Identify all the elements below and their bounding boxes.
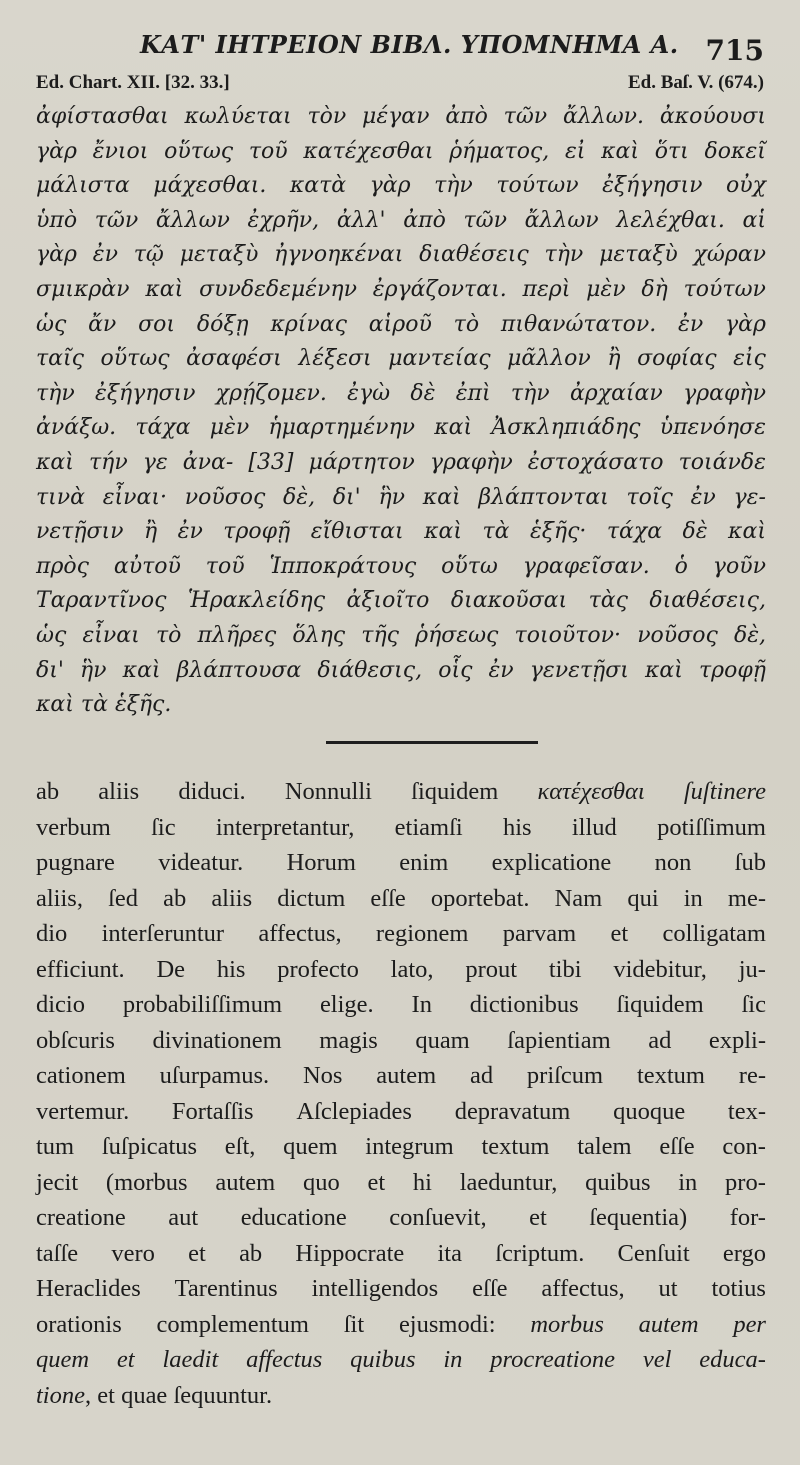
greek-text-line: καὶ τήν γε ἀνα- [33] μάρτητον γραφὴν ἐστοχάσατο τοιάνδε — [36, 449, 766, 475]
latin-text-line: tione, et quae ſequuntur. — [36, 1381, 273, 1409]
greek-text-line: ὡς εἶναι τὸ πλῆρες ὅλης τῆς ῥήσεως τοιοῦτον· νοῦσος δὲ, — [36, 622, 766, 648]
latin-text-line: aliis, ſed ab aliis dictum eſſe oportebat. Nam qui in me- — [36, 884, 766, 912]
latin-text-line: quem et laedit affectus quibus in procreatione vel educa- — [36, 1346, 766, 1373]
greek-text-line: ἀνάξω. τάχα μὲν ἡμαρτημένην καὶ Ἀσκληπιάδης ὑπενόησε — [36, 415, 766, 441]
running-title: ΚΑΤ' ΙΗΤΡΕΙΟΝ ΒΙΒΛ. ΥΠΟΜΝΗΜΑ Α. — [140, 30, 679, 59]
greek-text-line: Ταραντῖνος Ἡρακλείδης ἀξιοῖτο διακοῦσαι τὰς διαθέσεις, — [36, 588, 766, 614]
greek-text-line: νετῇσιν ἢ ἐν τροφῇ εἴθισται καὶ τὰ ἑξῆς· τάχα δὲ καὶ — [36, 519, 766, 545]
greek-text-line: δι' ἣν καὶ βλάπτουσα διάθεσις, οἷς ἐν γενετῇσι καὶ τροφῇ — [36, 657, 766, 683]
greek-text-line: γὰρ ἔνιοι οὕτως τοῦ κατέχεσθαι ῥήματος, εἰ καὶ ὅτι δοκεῖ — [36, 138, 766, 164]
greek-text-line: τινὰ εἶναι· νοῦσος δὲ, δι' ἣν καὶ βλάπτονται τοῖς ἐν γε- — [36, 484, 766, 510]
greek-text-block — [36, 100, 766, 723]
latin-text-line: orationis complementum ſit ejusmodi: morbus autem per — [36, 1310, 766, 1338]
greek-text-line: καὶ τὰ ἑξῆς. — [36, 692, 172, 718]
latin-text-line: taſſe vero et ab Hippocrate ita ſcriptum. Cenſuit ergo — [36, 1239, 766, 1267]
latin-text-line: dicio probabiliſſimum elige. In dictionibus ſiquidem ſic — [36, 991, 766, 1018]
latin-text-line: creatione aut educatione conſuevit, et ſequentia) for- — [36, 1204, 766, 1231]
greek-text-line: ὑπὸ τῶν ἄλλων ἐχρῆν, ἀλλ' ἀπὸ τῶν ἄλλων λελέχθαι. αἱ — [36, 207, 766, 233]
greek-text-line: ταῖς οὕτως ἀσαφέσι λέξεσι μαντείας μᾶλλον ἢ σοφίας εἰς — [36, 346, 766, 372]
latin-text-line: tum ſuſpicatus eſt, quem integrum textum talem eſſe con- — [36, 1133, 766, 1160]
latin-text-line: Heraclides Tarentinus intelligendos eſſe affectus, ut totius — [36, 1275, 766, 1302]
latin-text-line: dio interſeruntur affectus, regionem parvam et colligatam — [36, 920, 766, 947]
section-divider-rule — [326, 741, 538, 744]
greek-text-line: μάλιστα μάχεσθαι. κατὰ γὰρ τὴν τούτων ἐξήγησιν οὐχ — [36, 173, 766, 199]
latin-text-line: vertemur. Fortaſſis Aſclepiades depravatum quoque tex- — [36, 1097, 766, 1125]
latin-text-line: obſcuris divinationem magis quam ſapientiam ad expli- — [36, 1026, 766, 1054]
greek-text-line: τὴν ἐξήγησιν χρῄζομεν. ἐγὼ δὲ ἐπὶ τὴν ἀρχαίαν γραφὴν — [36, 380, 766, 406]
latin-text-block — [36, 774, 766, 1413]
latin-text-line: jecit (morbus autem quo et hi laeduntur, quibus in pro- — [36, 1168, 766, 1196]
page-number: 715 — [705, 34, 764, 67]
edition-reference-basel: Ed. Baſ. V. (674.) — [627, 72, 764, 93]
latin-text-line: efficiunt. De his profecto lato, prout tibi videbitur, ju- — [36, 955, 766, 983]
greek-text-line: πρὸς αὐτοῦ τοῦ Ἱπποκράτους οὕτω γραφεῖσαν. ὁ γοῦν — [36, 553, 766, 579]
greek-text-line: ἀφίστασθαι κωλύεται τὸν μέγαν ἀπὸ τῶν ἄλλων. ἀκούουσι — [36, 104, 766, 129]
edition-reference-chartier: Ed. Chart. XII. [32. 33.] — [36, 72, 230, 93]
latin-text-line: pugnare videatur. Horum enim explicatione non ſub — [36, 849, 766, 876]
latin-text-line: ab aliis diduci. Nonnulli ſiquidem κατέχεσθαι ſuſtinere — [36, 778, 766, 805]
greek-text-line: σμικρὰν καὶ συνδεδεμένην ἐργάζονται. περὶ μὲν δὴ τούτων — [36, 276, 766, 302]
latin-text-line: cationem uſurpamus. Nos autem ad priſcum textum re- — [36, 1062, 766, 1089]
latin-text-line: verbum ſic interpretantur, etiamſi his illud potiſſimum — [36, 813, 766, 841]
greek-text-line: γὰρ ἐν τῷ μεταξὺ ἠγνοηκέναι διαθέσεις τὴν μεταξὺ χώραν — [36, 242, 766, 268]
greek-text-line: ὡς ἄν σοι δόξῃ κρίνας αἱροῦ τὸ πιθανώτατον. ἐν γὰρ — [36, 311, 766, 337]
